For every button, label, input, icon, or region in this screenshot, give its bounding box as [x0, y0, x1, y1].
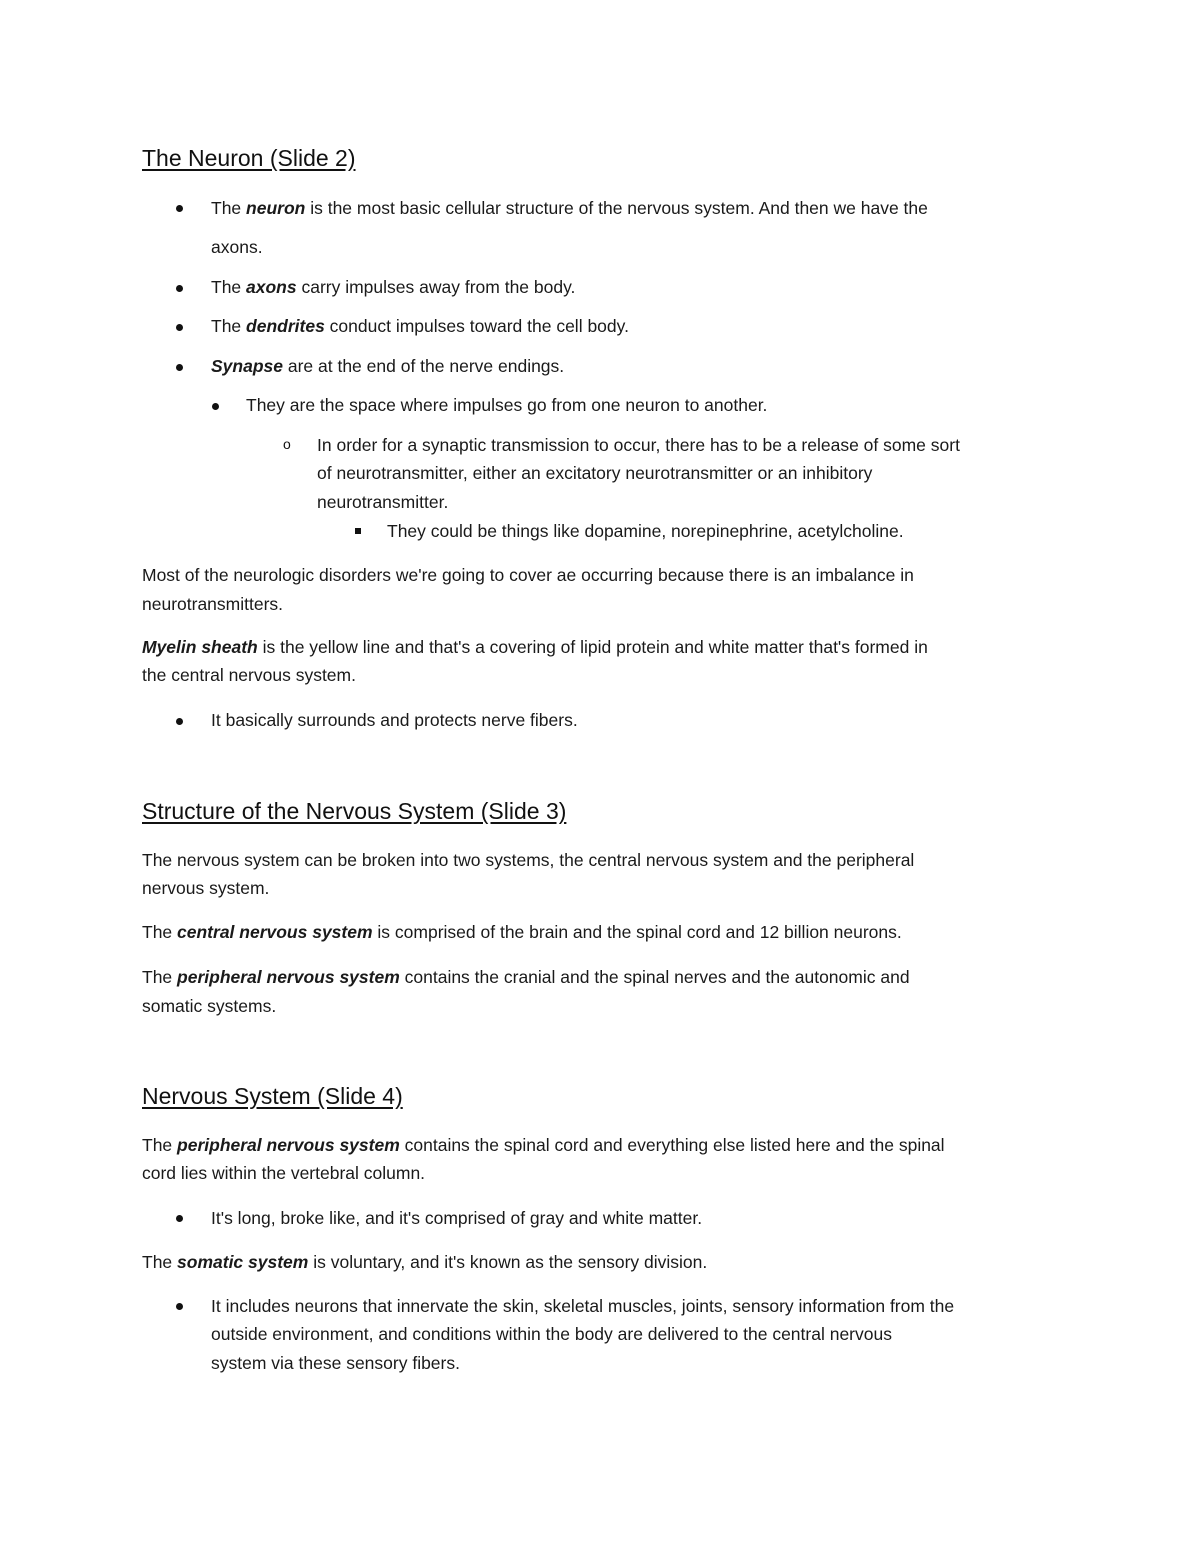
bullet-neuron-continued: axons. [211, 237, 263, 257]
paragraph-myelin-line-2: the central nervous system. [142, 665, 356, 685]
square-bullet-examples: They could be things like dopamine, norepinephrine, acetylcholine. [387, 521, 904, 541]
bullet-icon [176, 364, 183, 371]
section-heading-nervous-system: Nervous System (Slide 4) [142, 1083, 403, 1109]
sub-bullet-space: They are the space where impulses go from one neuron to another. [246, 395, 768, 415]
circle-bullet-icon: o [283, 436, 291, 452]
paragraph-disorders-line-2: neurotransmitters. [142, 594, 284, 614]
bullet-icon [176, 285, 183, 292]
paragraph-pns-spinal-line-2: cord lies within the vertebral column. [142, 1163, 426, 1183]
bullet-sensory-line-1: It includes neurons that innervate the skin, skeletal muscles, joints, sensory information from the [211, 1296, 955, 1316]
paragraph-somatic: The somatic system is voluntary, and it's known as the sensory division. [142, 1252, 708, 1272]
paragraph-pns-spinal-line-1: The peripheral nervous system contains the spinal cord and everything else listed here and the spinal [142, 1135, 945, 1155]
sub-sub-bullet-line-1: In order for a synaptic transmission to occur, there has to be a release of some sort [317, 435, 960, 455]
bullet-icon [176, 718, 183, 725]
bullet-myelin-protects: It basically surrounds and protects nerve fibers. [211, 710, 578, 730]
bullet-axons: The axons carry impulses away from the body. [211, 277, 576, 297]
section-heading-neuron: The Neuron (Slide 2) [142, 145, 356, 171]
paragraph-myelin-line-1: Myelin sheath is the yellow line and that's a covering of lipid protein and white matter that's formed in [142, 637, 928, 657]
bullet-sensory-line-3: system via these sensory fibers. [211, 1353, 460, 1373]
bullet-dendrites: The dendrites conduct impulses toward the cell body. [211, 316, 629, 336]
bullet-icon [212, 403, 219, 410]
bullet-icon [176, 324, 183, 331]
section-heading-structure: Structure of the Nervous System (Slide 3) [142, 798, 567, 824]
paragraph-two-systems-line-2: nervous system. [142, 878, 270, 898]
bullet-gray-white-matter: It's long, broke like, and it's comprised of gray and white matter. [211, 1208, 703, 1228]
bullet-icon [176, 1303, 183, 1310]
bullet-synapse: Synapse are at the end of the nerve endings. [211, 356, 565, 376]
sub-sub-bullet-line-2: of neurotransmitter, either an excitatory neurotransmitter or an inhibitory [317, 463, 873, 483]
sub-sub-bullet-line-3: neurotransmitter. [317, 492, 449, 512]
bullet-icon [176, 1215, 183, 1222]
paragraph-disorders-line-1: Most of the neurologic disorders we're going to cover ae occurring because there is an imbalance in [142, 565, 914, 585]
paragraph-pns-line-1: The peripheral nervous system contains the cranial and the spinal nerves and the autonomic and [142, 967, 910, 987]
paragraph-cns: The central nervous system is comprised of the brain and the spinal cord and 12 billion neurons. [142, 922, 902, 942]
bullet-sensory-line-2: outside environment, and conditions within the body are delivered to the central nervous [211, 1324, 892, 1344]
bullet-neuron: The neuron is the most basic cellular structure of the nervous system. And then we have the [211, 198, 928, 218]
bullet-icon [176, 205, 183, 212]
square-bullet-icon [355, 528, 361, 534]
paragraph-two-systems-line-1: The nervous system can be broken into two systems, the central nervous system and the peripheral [142, 850, 915, 870]
paragraph-pns-line-2: somatic systems. [142, 996, 277, 1016]
